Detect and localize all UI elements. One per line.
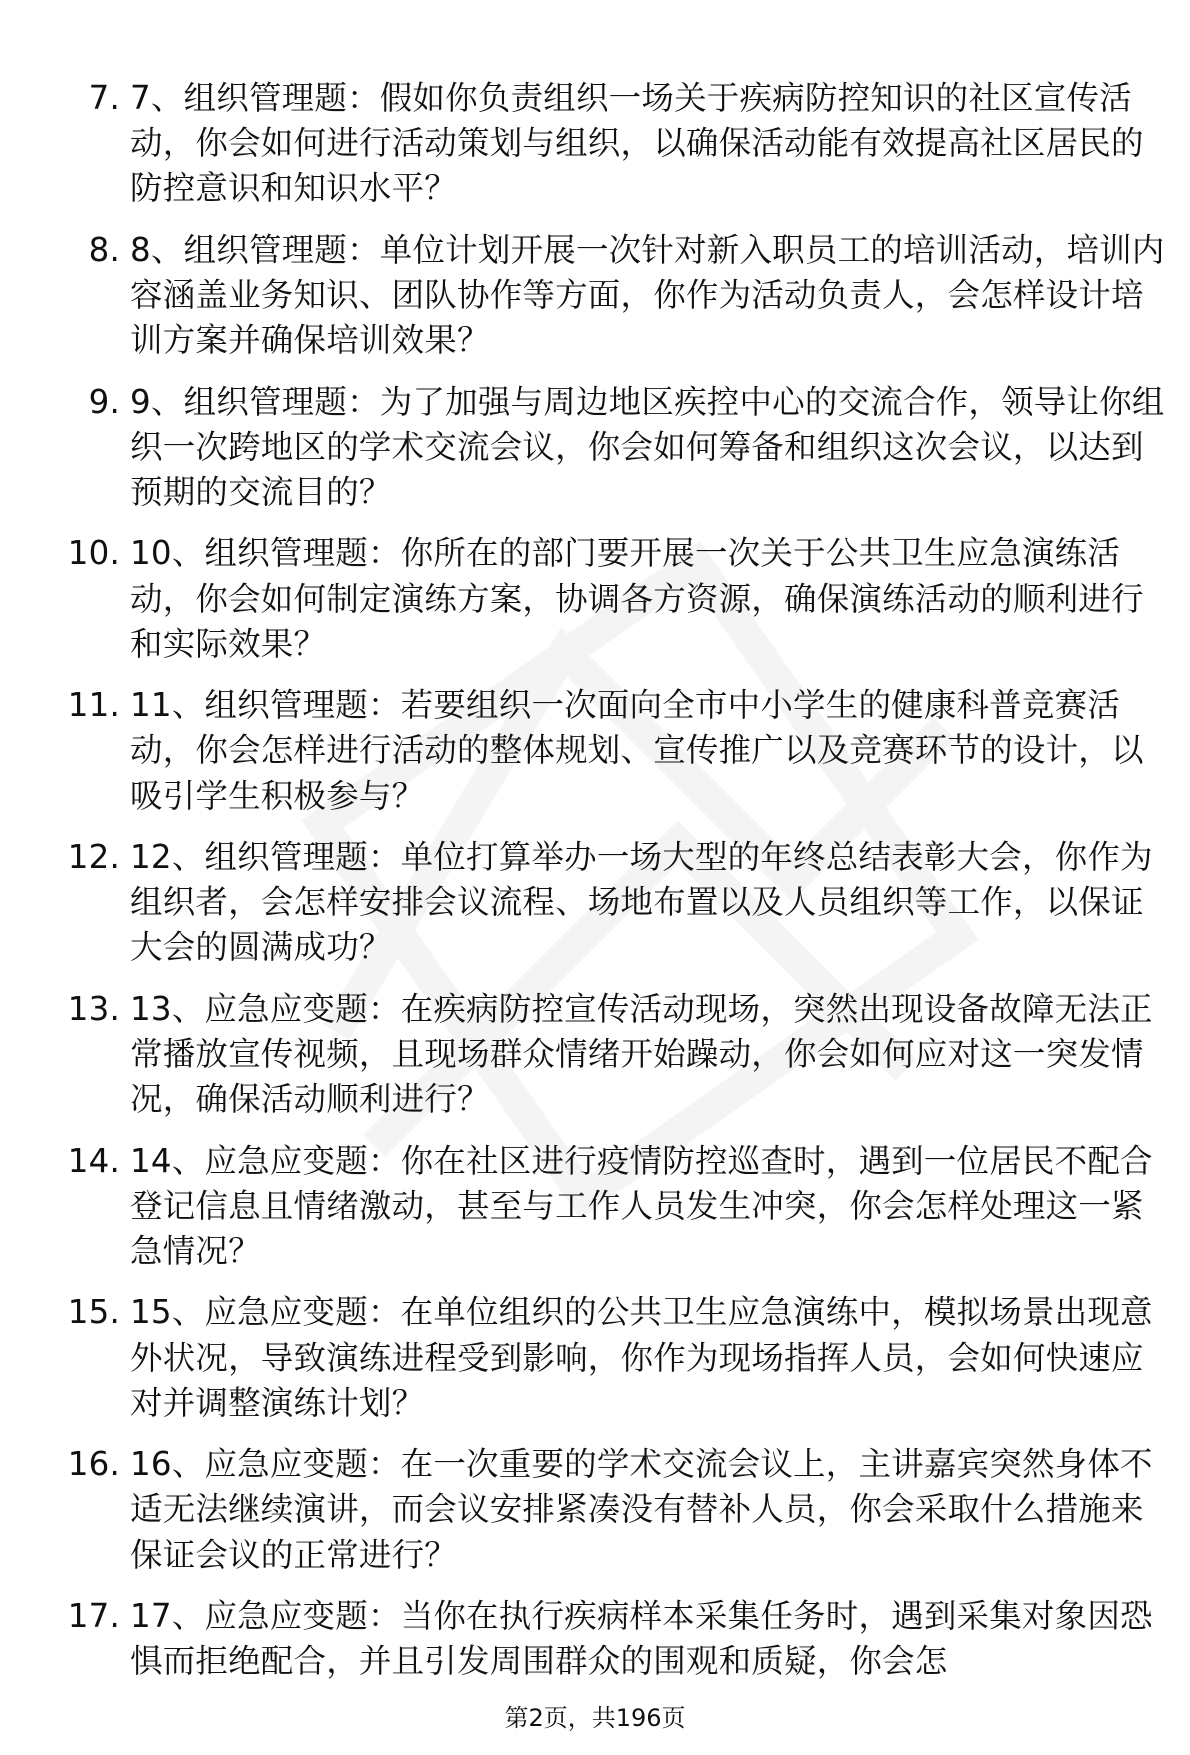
question-item-16	[58, 1442, 1170, 1578]
question-text: 7、组织管理题：假如你负责组织一场关于疾病防控知识的社区宣传活动，你会如何进行活动策划与组织，以确保活动能有效提高社区居民的防控意识和知识水平？	[130, 79, 1144, 208]
question-item-15	[58, 1290, 1170, 1426]
question-number: 8.	[88, 230, 120, 269]
question-number: 11.	[67, 686, 120, 725]
question-text: 14、应急应变题：你在社区进行疫情防控巡查时，遇到一位居民不配合登记信息且情绪激动，甚至与工作人员发生冲突，你会怎样处理这一紧急情况？	[130, 1141, 1153, 1270]
question-item-14	[58, 1139, 1170, 1275]
question-number: 10.	[67, 534, 120, 573]
question-text: 13、应急应变题：在疾病防控宣传活动现场，突然出现设备故障无法正常播放宣传视频，且现场群众情绪开始躁动，你会如何应对这一突发情况，确保活动顺利进行？	[130, 989, 1153, 1119]
question-number: 15.	[67, 1293, 120, 1332]
question-item-10	[58, 531, 1170, 667]
question-number: 16.	[67, 1445, 120, 1484]
question-number: 7.	[88, 79, 120, 117]
page-footer: 第2页，共196页	[504, 1704, 686, 1732]
question-text: 12、组织管理题：单位打算举办一场大型的年终总结表彰大会，你作为组织者，会怎样安排会议流程、场地布置以及人员组织等工作，以保证大会的圆满成功？	[130, 837, 1153, 967]
question-item-8	[58, 228, 1170, 364]
question-list	[58, 76, 1170, 1701]
question-item-11	[58, 683, 1170, 819]
question-number: 12.	[67, 837, 120, 876]
question-text: 15、应急应变题：在单位组织的公共卫生应急演练中，模拟场景出现意外状况，导致演练进程受到影响，你作为现场指挥人员，会如何快速应对并调整演练计划？	[130, 1293, 1153, 1422]
question-text: 8、组织管理题：单位计划开展一次针对新入职员工的培训活动，培训内容涵盖业务知识、团队协作等方面，你作为活动负责人，会怎样设计培训方案并确保培训效果？	[130, 230, 1165, 360]
question-text: 16、应急应变题：在一次重要的学术交流会议上，主讲嘉宾突然身体不适无法继续演讲，而会议安排紧凑没有替补人员，你会采取什么措施来保证会议的正常进行？	[130, 1445, 1153, 1574]
question-item-17	[58, 1594, 1170, 1684]
question-number: 9.	[88, 382, 120, 421]
question-text: 10、组织管理题：你所在的部门要开展一次关于公共卫生应急演练活动，你会如何制定演练方案，协调各方资源，确保演练活动的顺利进行和实际效果？	[130, 534, 1144, 663]
question-number: 13.	[67, 989, 120, 1028]
question-text: 11、组织管理题：若要组织一次面向全市中小学生的健康科普竞赛活动，你会怎样进行活动的整体规划、宣传推广以及竞赛环节的设计，以吸引学生积极参与？	[130, 686, 1144, 815]
question-item-13	[58, 987, 1170, 1123]
question-item-9	[58, 380, 1170, 516]
question-text: 9、组织管理题：为了加强与周边地区疾控中心的交流合作，领导让你组织一次跨地区的学术交流会议，你会如何筹备和组织这次会议，以达到预期的交流目的？	[130, 382, 1165, 511]
question-item-7	[58, 76, 1170, 212]
question-item-12	[58, 835, 1170, 971]
question-number: 14.	[67, 1141, 120, 1180]
question-text: 17、应急应变题：当你在执行疾病样本采集任务时，遇到采集对象因恐惧而拒绝配合，并且引发周围群众的围观和质疑，你会怎	[130, 1596, 1153, 1681]
question-number: 17.	[67, 1596, 120, 1635]
